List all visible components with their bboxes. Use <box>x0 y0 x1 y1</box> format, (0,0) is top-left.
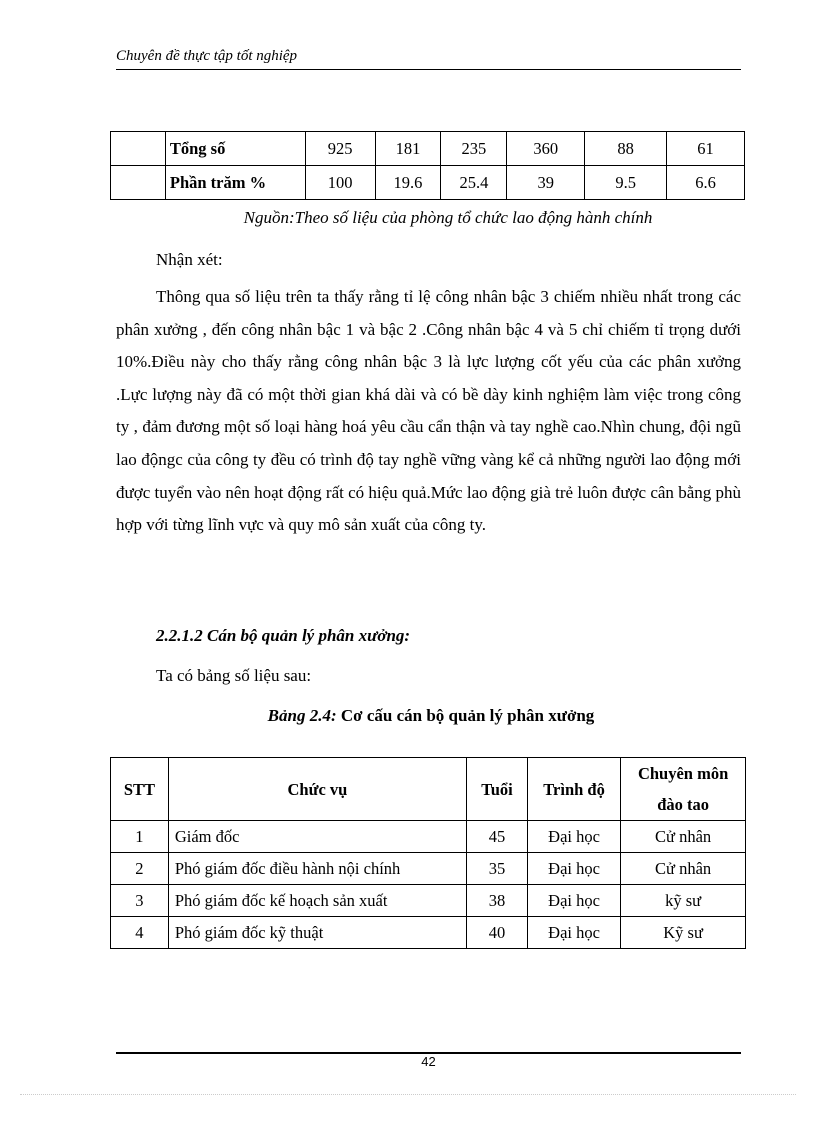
remark-paragraph: Thông qua số liệu trên ta thấy rằng tỉ lệ công nhân bậc 3 chiếm nhiều nhất trong các phân xưởng , đến công nhân bậc 1 và bậc 2 .Công nhân bậc 4 và 5 chỉ chiếm tỉ trọng dưới 10%.Điều này cho thấy rằng công nhân bậc 3 là lực lượng cốt yếu của các phân xưởng .Lực lượng này đã có một thời gian khá dài và có bề dày kinh nghiệm làm việc trong công ty , đảm đương một số loại hàng hoá yêu cầu cẩn thận và tay nghề cao.Nhìn chung, đội ngũ lao độngc của công ty đều có trình độ tay nghề vững vàng kể cả những người lao động mới được tuyển vào nên hoạt động rất có hiệu quả.Mức lao động già trẻ luôn được cân bằng phù hợp với từng lĩnh vực và quy mô sản xuất của công ty. <box>116 287 741 535</box>
cell-age: 35 <box>467 853 528 885</box>
running-header: Chuyên đề thực tập tốt nghiệp <box>116 48 298 64</box>
cell-stt: 3 <box>111 885 169 917</box>
table-cell: 6.6 <box>667 166 745 200</box>
table-cell: 925 <box>305 132 375 166</box>
cell-age: 40 <box>467 917 528 949</box>
header-rule <box>116 69 741 70</box>
table-cell-empty <box>111 166 166 200</box>
header-major <box>621 758 746 821</box>
staff-table <box>110 757 746 949</box>
cell-level: Đại học <box>527 885 620 917</box>
remark-label: Nhận xét: <box>156 250 223 269</box>
source-note: Nguồn:Theo số liệu của phòng tổ chức lao động hành chính <box>243 208 653 227</box>
header-age: Tuổi <box>467 758 528 821</box>
cell-major: Kỹ sư <box>621 917 746 949</box>
page-number: 42 <box>421 1054 436 1069</box>
table-cell: 360 <box>507 132 585 166</box>
table-cell: 235 <box>441 132 507 166</box>
cell-position: Phó giám đốc kỹ thuật <box>168 917 466 949</box>
summary-table <box>110 131 745 200</box>
section-heading: 2.2.1.2 Cán bộ quản lý phân xưởng: <box>156 626 411 645</box>
table-cell: 39 <box>507 166 585 200</box>
table-cell: 9.5 <box>585 166 667 200</box>
table-cell: 19.6 <box>375 166 441 200</box>
cell-age: 45 <box>467 821 528 853</box>
table-caption <box>116 706 746 726</box>
row-label-total: Tổng số <box>165 132 305 166</box>
header-position: Chức vụ <box>168 758 466 821</box>
cell-stt: 2 <box>111 853 169 885</box>
cell-position: Giám đốc <box>168 821 466 853</box>
row-label-percent: Phần trăm % <box>165 166 305 200</box>
cell-major: Cử nhân <box>621 821 746 853</box>
cell-major: kỹ sư <box>621 885 746 917</box>
table-row <box>111 885 746 917</box>
header-major-line2: đào tao <box>657 795 709 814</box>
table-cell-empty <box>111 132 166 166</box>
cell-position: Phó giám đốc kế hoạch sản xuất <box>168 885 466 917</box>
cell-position: Phó giám đốc điều hành nội chính <box>168 853 466 885</box>
header-stt: STT <box>111 758 169 821</box>
table-header-row <box>111 758 746 821</box>
table-cell: 181 <box>375 132 441 166</box>
table-intro: Ta có bảng số liệu sau: <box>156 666 312 685</box>
table-row <box>111 166 745 200</box>
table-cell: 61 <box>667 132 745 166</box>
table-row <box>111 821 746 853</box>
page-bottom-border <box>20 1094 796 1095</box>
header-major-line1: Chuyên môn <box>637 764 729 783</box>
table-row <box>111 853 746 885</box>
table-row <box>111 917 746 949</box>
caption-label: Bảng 2.4: <box>267 706 337 725</box>
cell-level: Đại học <box>527 853 620 885</box>
cell-stt: 1 <box>111 821 169 853</box>
table-cell: 100 <box>305 166 375 200</box>
table-cell: 88 <box>585 132 667 166</box>
cell-major: Cử nhân <box>621 853 746 885</box>
table-cell: 25.4 <box>441 166 507 200</box>
header-level: Trình độ <box>527 758 620 821</box>
cell-age: 38 <box>467 885 528 917</box>
caption-text: Cơ cấu cán bộ quản lý phân xưởng <box>336 706 595 725</box>
cell-stt: 4 <box>111 917 169 949</box>
cell-level: Đại học <box>527 917 620 949</box>
table-row <box>111 132 745 166</box>
cell-level: Đại học <box>527 821 620 853</box>
